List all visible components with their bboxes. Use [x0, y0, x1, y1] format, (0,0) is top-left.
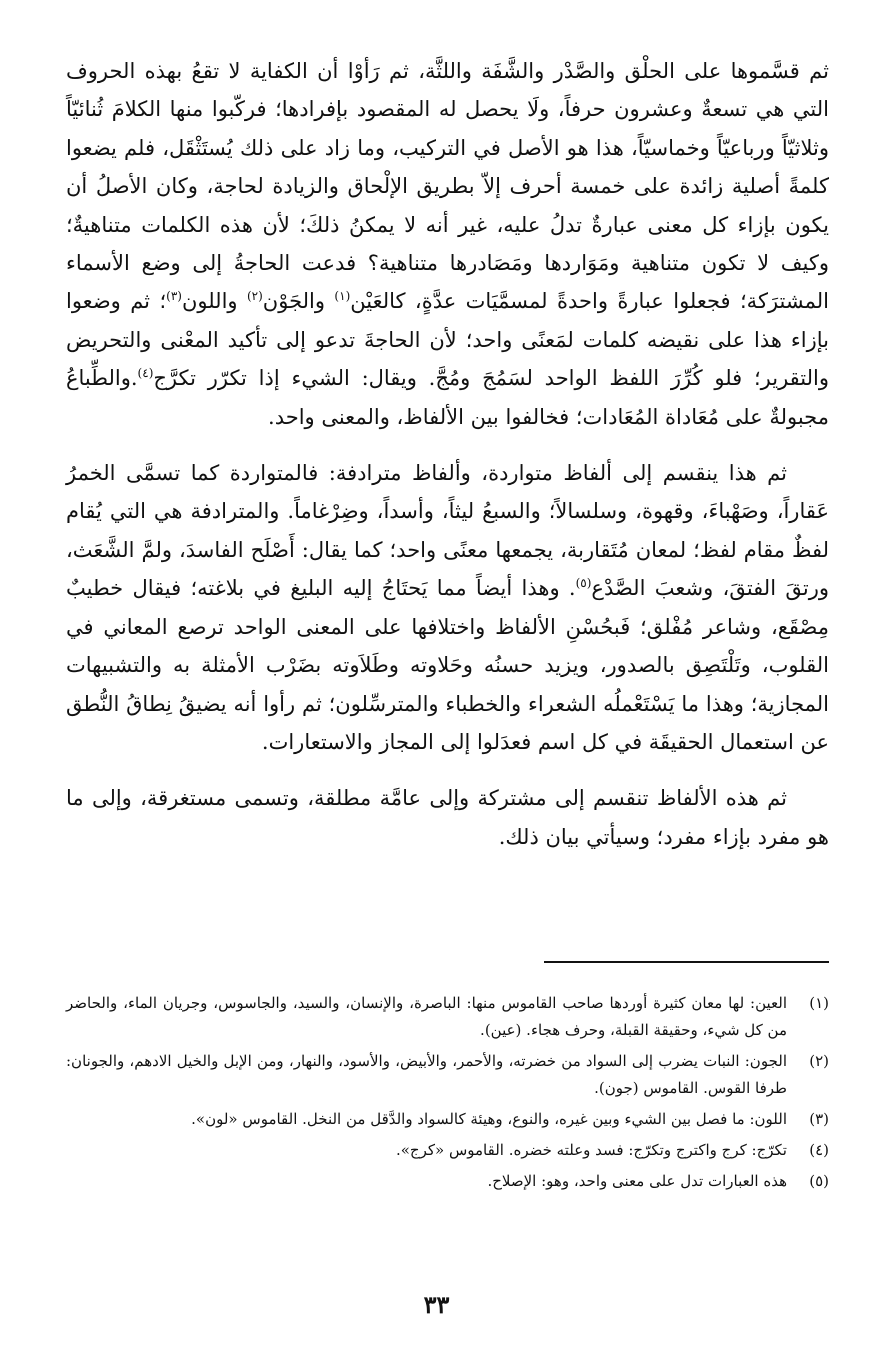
- paragraph: [66, 454, 829, 761]
- footnote-number: (٥): [809, 1172, 829, 1190]
- paragraph-text: ؛ ثم وضعوا بإزاء هذا على نقيضه كلمات لمَعنًى واحد؛ لأن الحاجةَ تدعو إلى تأكيد المعْنى والتحريض والتقرير؛ فلو كُرِّرَ اللفظ الواحد لسَمُجَ ومُجَّ. ويقال: الشيء إذا تكرّر تكرَّج: [66, 289, 829, 391]
- paragraph-text: .والطِّباعُ مجبولةٌ على مُعَاداة المُعَادات؛ فخالفوا بين الألفاظ، والمعنى واحد.: [66, 366, 829, 429]
- page-number: ٣٣: [423, 1290, 450, 1319]
- footnote-reference: (٥): [575, 576, 592, 591]
- footnote-text: هذه العبارات تدل على معنى واحد، وهو: الإصلاح.: [487, 1172, 787, 1190]
- footnote: [66, 1137, 829, 1164]
- footnote-number: (٤): [809, 1141, 829, 1159]
- footnotes: [66, 990, 829, 1199]
- footnote: [66, 990, 829, 1044]
- paragraph-text: والجَوْن: [262, 289, 335, 314]
- footnote-number: (٣): [809, 1110, 829, 1128]
- footnote-number: (٢): [809, 1052, 829, 1070]
- footnote-text: اللون: ما فصل بين الشيء وبين غيره، والنوع، وهيئة كالسواد والدَّقل من النخل. القاموس «لون».: [191, 1110, 787, 1128]
- paragraph-text: ثم هذه الألفاظ تنقسم إلى مشتركة وإلى عامَّة مطلقة، وتسمى مستغرقة، وإلى ما هو مفرد بإزاء مفرد؛ وسيأتي بيان ذلك.: [66, 786, 829, 849]
- paragraph-text: ثم قسَّموها على الحلْق والصَّدْر والشَّفَة واللثَّة، ثم رَأوْا أن الكفاية لا تقعُ بهذه الحروف التي هي تسعةٌ وعشرون حرفاً، ولَا يحصل له المقصود بإفرادها؛ فركّبوا منها الكلامَ ثُنائيّاً وثلاثيّاً ورباعيّاً وخماسيّاً، هذا هو الأصل في التركيب، وما زاد على ذلك يُستَثْقَل، فلم يضعوا كلمةً أصلية زائدة على خمسة أحرف إلاّ بطريق الإلْحاق والزيادة لحاجة، وكان الأصلُ أن يكون بإزاء كل معنى عبارةٌ تدلُ عليه، غير أنه لا يمكنُ ذلكَ؛ لأن هذه الكلمات متناهيةٌ؛ وكيف لا تكون متناهية ومَوَاردها ومَصَادرها متناهية؟ فدعت الحاجةُ إلى وضع الأسماء المشترَكة؛ فجعلوا عبارةً واحدةً لمسمَّيَات عدَّةٍ، كالعَيْن: [66, 59, 829, 314]
- footnote: [66, 1168, 829, 1195]
- footnote-text: تكرّج: كرج واكترج وتكرّج: فسد وعلته خضره. القاموس «كرج».: [395, 1141, 787, 1159]
- paragraph-text: . وهذا أيضاً مما يَحتَاجُ إليه البليغ في بلاغته؛ فيقال خطيبٌ مِصْقَع، وشاعر مُفْلق؛ فَبحُسْنِ الألفاظ واختلافها على المعنى الواحد ترصع المعاني في القلوب، وتَلْتَصِق بالصدور، ويزيد حسنُه وحَلاوته وطَلاَوته بضَرْب الأمثلة به والتشبيهات المجازية؛ وهذا ما يَسْتَعْملُه الشعراء والخطباء والمترسِّلون؛ ثم رأوا أنه يضيقُ نِطاقُ النُّطق عن استعمال الحقيقَة في كل اسم فعدَلوا إلى المجاز والاستعارات.: [66, 576, 829, 754]
- footnote-text: العين: لها معان كثيرة أوردها صاحب القاموس منها: الباصرة، والإنسان، والسيد، والجاسوس، وجريان الماء، والحاضر من كل شيء، وحقيقة القبلة، وحرف هجاء. (عين).: [66, 994, 787, 1039]
- main-text: [66, 52, 829, 856]
- footnote: [66, 1048, 829, 1102]
- footnote-reference: (٢): [246, 289, 263, 304]
- footnote-reference: (١): [334, 289, 351, 304]
- paragraph-text: واللون: [181, 289, 247, 314]
- footnote-reference: (٣): [166, 289, 182, 304]
- footnote: [66, 1106, 829, 1133]
- footnote-reference: (٤): [137, 366, 154, 381]
- paragraph: [66, 52, 829, 436]
- footnote-separator: [544, 961, 829, 963]
- footnote-text: الجون: النبات يضرب إلى السواد من خضرته، والأحمر، والأبيض، والأسود، والنهار، ومن الإبل والخيل الادهم، والجونان: طرفا القوس. القاموس (جون).: [66, 1052, 787, 1097]
- footnote-number: (١): [809, 994, 829, 1012]
- paragraph: [66, 779, 829, 856]
- paragraph-text: ثم هذا ينقسم إلى ألفاظ متواردة، وألفاظ مترادفة: فالمتواردة كما تسمَّى الخمرُ عَقاراً، وصَهْباءَ، وقهوة، وسلسالاً؛ والسبعُ ليثاً، وأسداً، وضِرْغاماً. والمترادفة هي التي يُقام لفظٌ مقام لفظ؛ لمعان مُتَقاربة، يجمعها معنًى واحد؛ كما يقال: أَصْلَح الفاسدَ، ولمَّ الشَّعَث، ورتقَ الفتقَ، وشعبَ الصَّدْع: [66, 461, 829, 601]
